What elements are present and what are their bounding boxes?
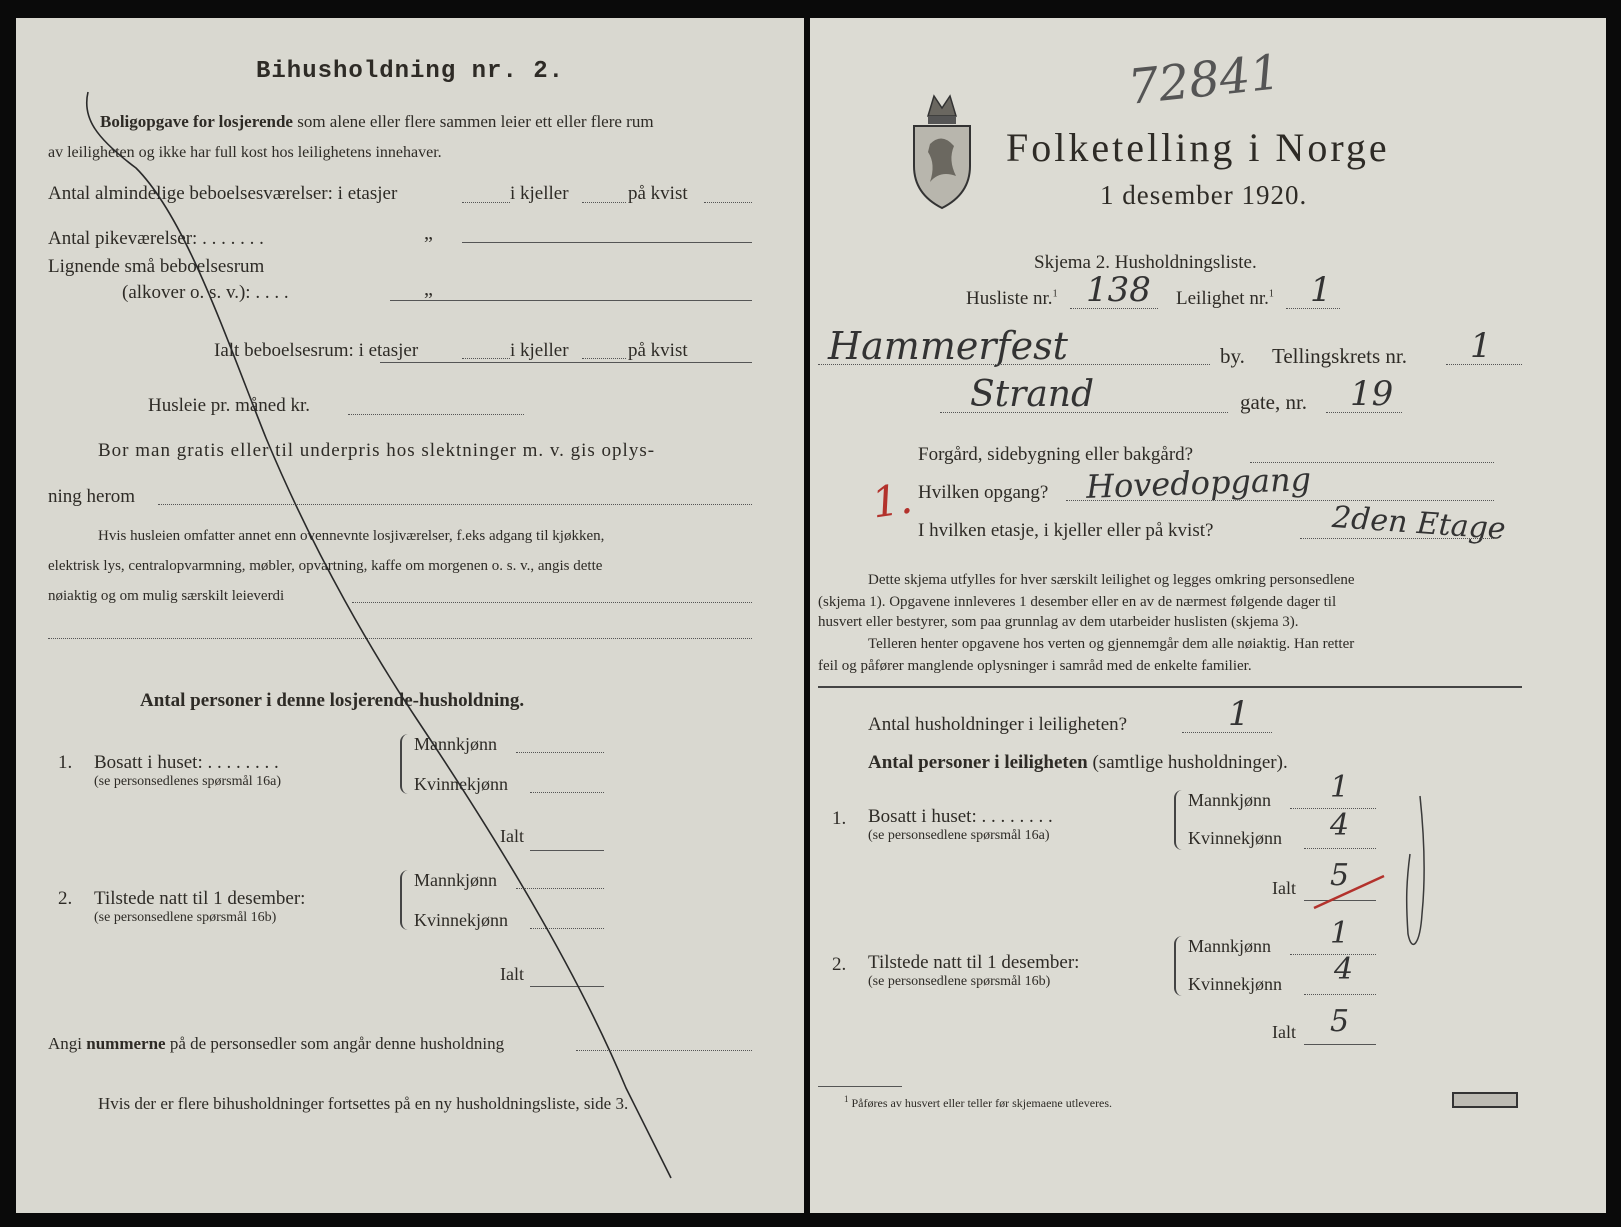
- ialt-rooms-label: Ialt beboelsesrum: i etasjer: [214, 340, 419, 361]
- angi-bold: nummerne: [86, 1034, 166, 1053]
- margin-stroke: [1400, 794, 1440, 964]
- by-label: by.: [1220, 344, 1245, 368]
- cancel-stroke: [16, 18, 804, 1213]
- margin-mark: 1.: [868, 473, 916, 528]
- husleie-label: Husleie pr. måned kr.: [148, 395, 310, 416]
- skjema-label: Skjema 2. Husholdningsliste.: [1034, 252, 1257, 273]
- ialt-kvist: på kvist: [628, 340, 688, 361]
- footnote-marker: 1: [1268, 288, 1274, 300]
- leilighet-label: Leilighet nr.: [1176, 288, 1269, 309]
- right-q2-ialt-label: Ialt: [1272, 1022, 1296, 1042]
- info-1: Dette skjema utfylles for hver særskilt leilighet og legges omkring personsedlene: [868, 572, 1355, 588]
- right-persons-bold: Antal personer i leiligheten: [868, 752, 1088, 773]
- right-persons-rest: (samtlige husholdninger).: [1092, 752, 1288, 773]
- brace: [1174, 936, 1182, 996]
- printer-mark: [1452, 1092, 1518, 1108]
- gate-nr: 19: [1350, 374, 1394, 414]
- gratis-2: ning herom: [48, 486, 136, 507]
- right-q2-ialt: 5: [1330, 1004, 1350, 1039]
- right-q1-ialt: 5: [1330, 858, 1350, 893]
- info-5: feil og påfører manglende oplysninger i samråd med de enkelte familier.: [818, 658, 1252, 674]
- left-q1-mann: Mannkjønn: [414, 734, 497, 754]
- left-q2-mann: Mannkjønn: [414, 870, 497, 890]
- left-q1-kvinne: Kvinnekjønn: [414, 774, 508, 794]
- right-q1-ialt-label: Ialt: [1272, 878, 1296, 898]
- left-q2-label: Tilstede natt til 1 desember:: [94, 888, 306, 909]
- footnote-marker: 1: [844, 1094, 849, 1104]
- angi-2: på de personsedler som angår denne husholdning: [169, 1034, 505, 1053]
- ditto-mark: „: [424, 278, 433, 300]
- left-q1-label: Bosatt i huset: . . . . . . . .: [94, 752, 279, 773]
- red-strike: [1310, 870, 1390, 914]
- opgang-value: Hovedopgang: [1085, 460, 1312, 506]
- lignende-2: (alkover o. s. v.): . . . .: [122, 282, 289, 303]
- footnote-marker: 1: [1052, 288, 1058, 300]
- right-q1-num: 1.: [832, 808, 847, 829]
- coat-of-arms-icon: [910, 86, 974, 210]
- husliste-value: 138: [1086, 270, 1151, 310]
- stamp-number: 72841: [1125, 44, 1284, 116]
- leilighet-value: 1: [1310, 270, 1332, 310]
- left-q2-sub: (se personsedlene spørsmål 16b): [94, 910, 277, 925]
- etasje-label: I hvilken etasje, i kjeller eller på kvist?: [918, 520, 1214, 541]
- intro-line2: av leiligheten og ikke har full kost hos leilighetens innehaver.: [48, 144, 442, 161]
- rooms-kjeller: i kjeller: [510, 183, 569, 204]
- right-q1-mann-label: Mannkjønn: [1188, 790, 1271, 810]
- left-q1-sub: (se personsedlenes spørsmål 16a): [94, 774, 282, 789]
- left-q2-ialt: Ialt: [500, 964, 524, 984]
- brace: [1174, 790, 1182, 850]
- left-q1-ialt: Ialt: [500, 826, 524, 846]
- right-q2-kvinne-label: Kvinnekjønn: [1188, 974, 1282, 994]
- info-2: (skjema 1). Opgavene innleveres 1 desember eller en av de nærmest følgende dager til: [818, 594, 1337, 610]
- ialt-kjeller: i kjeller: [510, 340, 569, 361]
- divider: [818, 686, 1522, 688]
- pike-label: Antal pikeværelser: . . . . . . .: [48, 228, 264, 249]
- info-4: Telleren henter opgavene hos verten og gjennemgår dem alle nøiaktig. Han retter: [868, 636, 1355, 652]
- right-title: Folketelling i Norge: [1006, 125, 1390, 170]
- left-q2-kvinne: Kvinnekjønn: [414, 910, 508, 930]
- ditto-mark: „: [424, 222, 433, 244]
- left-q1-num: 1.: [58, 752, 73, 773]
- right-q1-sub: (se personsedlene spørsmål 16a): [868, 828, 1050, 843]
- gate-value: Strand: [970, 374, 1095, 415]
- right-q1-kvinne-label: Kvinnekjønn: [1188, 828, 1282, 848]
- lignende-1: Lignende små beboelsesrum: [48, 256, 265, 277]
- gate-label: gate, nr.: [1240, 390, 1308, 414]
- right-date: 1 desember 1920.: [1100, 180, 1308, 210]
- opgang-label: Hvilken opgang?: [918, 482, 1049, 503]
- rooms-kvist: på kvist: [628, 183, 688, 204]
- left-page: [16, 18, 804, 1213]
- krets-label: Tellingskrets nr.: [1272, 344, 1408, 368]
- right-q1-kvinne: 4: [1330, 808, 1350, 843]
- forgard-label: Forgård, sidebygning eller bakgård?: [918, 444, 1194, 465]
- right-page: [810, 18, 1606, 1213]
- intro-bold: Boligopgave for losjerende: [100, 112, 293, 131]
- right-q2-num: 2.: [832, 954, 847, 975]
- etasje-value: 2den Etage: [1330, 499, 1507, 548]
- intro-rest: som alene eller flere sammen leier ett eller flere rum: [297, 112, 654, 131]
- footnote-text: Påføres av husvert eller teller før skjemaene utleveres.: [851, 1096, 1113, 1110]
- gratis-1: Bor man gratis eller til underpris hos slektninger m. v. gis oplys-: [98, 440, 656, 461]
- right-q2-mann: 1: [1330, 916, 1350, 951]
- hvis-3: nøiaktig og om mulig særskilt leieverdi: [48, 588, 285, 604]
- left-persons-title: Antal personer i denne losjerende-husholdning.: [140, 690, 525, 711]
- angi-1: Angi: [48, 1034, 82, 1053]
- right-q1-label: Bosatt i huset: . . . . . . . .: [868, 806, 1053, 827]
- right-q2-kvinne: 4: [1334, 952, 1354, 987]
- rooms-label: Antal almindelige beboelsesværelser: i etasjer: [48, 183, 398, 204]
- left-title: Bihusholdning nr. 2.: [256, 58, 565, 85]
- hvis-2: elektrisk lys, centralopvarmning, møbler, opvartning, kaffe om morgenen o. s. v., angis dette: [48, 558, 603, 574]
- by-value: Hammerfest: [828, 324, 1068, 368]
- right-q2-sub: (se personsedlene spørsmål 16b): [868, 974, 1051, 989]
- hvis-1: Hvis husleien omfatter annet enn ovennevnte losjiværelser, f.eks adgang til kjøkken,: [98, 528, 605, 544]
- left-q2-num: 2.: [58, 888, 73, 909]
- footnote-rule: [818, 1086, 902, 1087]
- flere-note: Hvis der er flere bihusholdninger fortsettes på en ny husholdningsliste, side 3.: [98, 1094, 629, 1113]
- right-q2-mann-label: Mannkjønn: [1188, 936, 1271, 956]
- krets-value: 1: [1470, 326, 1492, 366]
- husliste-label: Husliste nr.: [966, 288, 1053, 309]
- husholdninger-label: Antal husholdninger i leiligheten?: [868, 714, 1128, 735]
- right-q2-label: Tilstede natt til 1 desember:: [868, 952, 1080, 973]
- right-q1-mann: 1: [1330, 770, 1350, 805]
- info-3: husvert eller bestyrer, som paa grunnlag av dem utarbeider huslisten (skjema 3).: [818, 614, 1299, 630]
- husholdninger-value: 1: [1228, 694, 1250, 734]
